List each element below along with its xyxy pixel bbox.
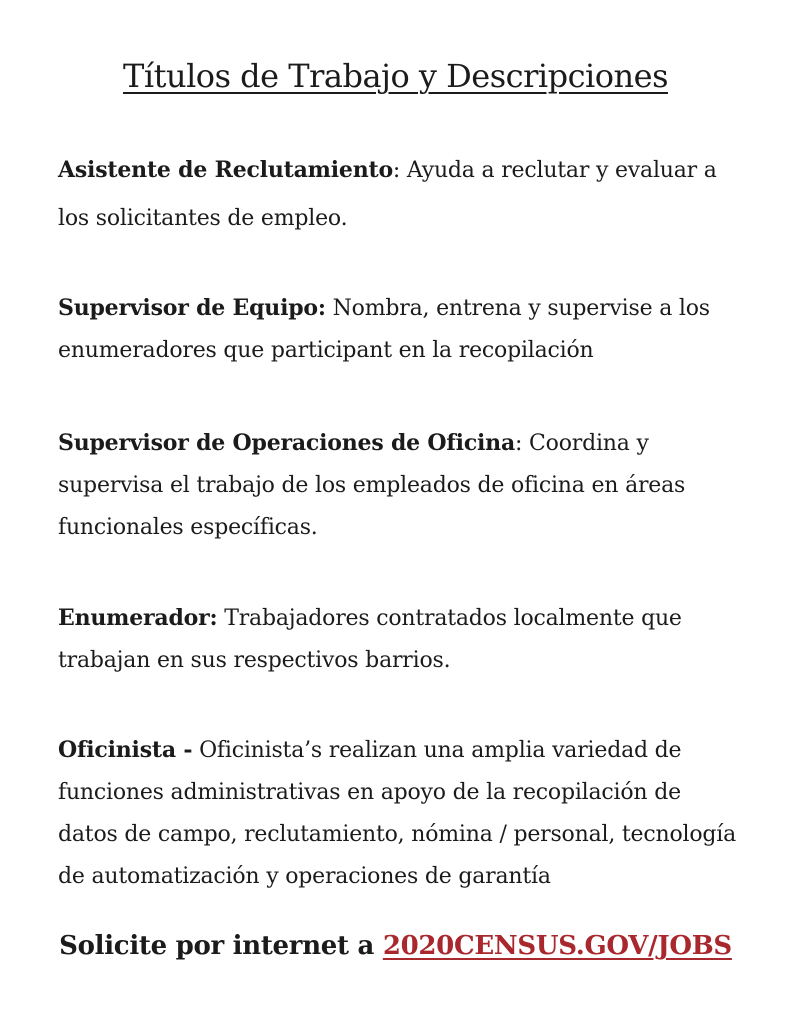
job-title: Enumerador: <box>58 605 218 631</box>
job-entry-office-operations-supervisor <box>58 422 738 549</box>
job-title: Asistente de Reclutamiento <box>58 157 393 183</box>
jobs-website-link[interactable]: 2020CENSUS.GOV/JOBS <box>382 931 732 961</box>
job-title-separator: : <box>392 158 401 183</box>
job-entry-enumerator <box>58 597 738 682</box>
job-title: Supervisor de Operaciones de Oficina <box>58 430 516 456</box>
job-description: Nombra, entrena y supervise a los enumeradores que participant en la recopilación <box>58 296 710 363</box>
job-description: Oficinista’s realizan una amplia variedad de funciones administrativas en apoyo de la recopilación de datos de campo, reclutamiento, nómina / personal, tecnología de automatización y operaciones de garantía <box>58 738 737 889</box>
apply-online-footer <box>0 922 791 970</box>
page-title: Títulos de Trabajo y Descripciones <box>123 57 668 95</box>
job-entry-team-supervisor <box>58 287 738 372</box>
job-description: Ayuda a reclutar y evaluar a los solicitantes de empleo. <box>58 158 717 231</box>
job-title-separator: : <box>515 431 523 456</box>
job-description: Trabajadores contratados localmente que trabajan en sus respectivos barrios. <box>58 606 682 673</box>
footer-prefix: Solicite por internet a <box>59 931 383 961</box>
job-title: Supervisor de Equipo: <box>58 295 326 321</box>
job-entry-clerk <box>58 729 738 898</box>
job-title: Oficinista - <box>58 737 193 763</box>
job-description: Coordina y supervisa el trabajo de los empleados de oficina en áreas funcionales específicas. <box>58 431 686 540</box>
job-entry-recruiting-assistant <box>58 146 738 243</box>
